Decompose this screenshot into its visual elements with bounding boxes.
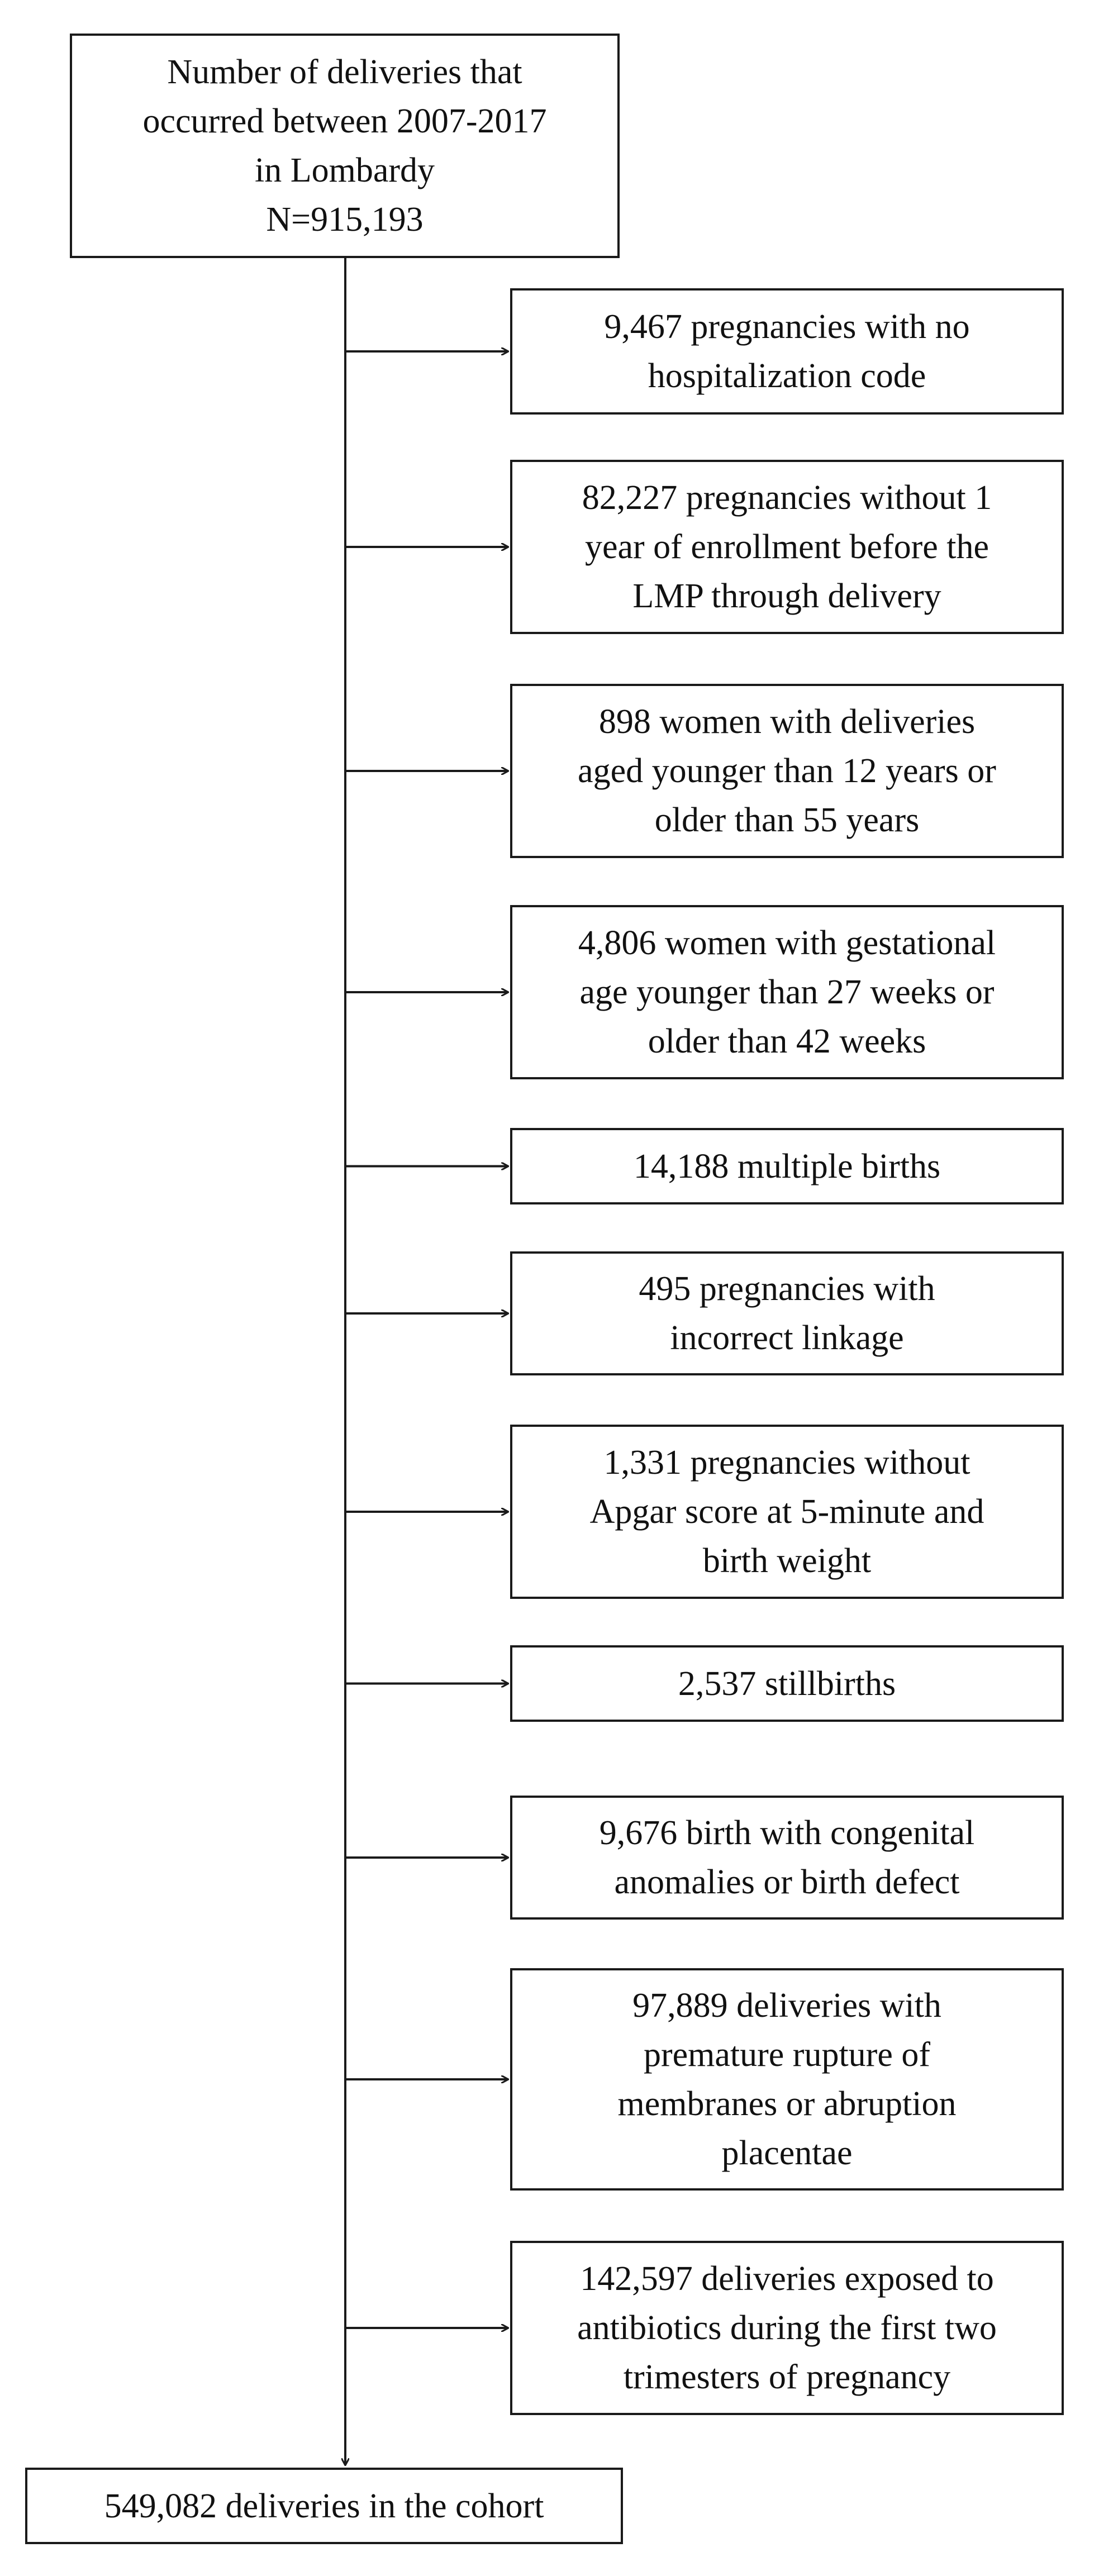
exclusion-line: hospitalization code — [648, 357, 926, 395]
exclusion-line: 2,537 stillbirths — [678, 1664, 896, 1703]
exclusion-line: Apgar score at 5-minute and — [589, 1493, 984, 1531]
exclusion-box-2 — [510, 460, 1064, 634]
exclusion-box-6 — [510, 1251, 1064, 1375]
exclusion-line: 898 women with deliveries — [598, 703, 976, 741]
exclusion-line: membranes or abruption — [617, 2085, 957, 2123]
exclusion-box-9 — [510, 1796, 1064, 1920]
exclusion-line: 142,597 deliveries exposed to — [580, 2260, 994, 2298]
exclusion-line: antibiotics during the first two — [577, 2309, 997, 2347]
exclusion-line: 97,889 deliveries with — [632, 1987, 941, 2025]
start-line: Number of deliveries that — [167, 53, 522, 91]
exclusion-box-7 — [510, 1425, 1064, 1599]
exclusion-box-1 — [510, 288, 1064, 415]
exclusion-line: 14,188 multiple births — [633, 1147, 941, 1185]
branch-arrows — [345, 351, 508, 2328]
start-line: in Lombardy — [255, 151, 435, 189]
exclusion-box-8 — [510, 1645, 1064, 1722]
exclusion-line: 82,227 pregnancies without 1 — [582, 479, 992, 517]
exclusion-line: older than 55 years — [654, 801, 920, 839]
cohort-count: 549,082 deliveries in the cohort — [104, 2487, 544, 2525]
exclusion-box-5 — [510, 1128, 1064, 1204]
exclusion-line: 9,467 pregnancies with no — [604, 308, 970, 346]
exclusion-line: 9,676 birth with congenital — [599, 1814, 975, 1852]
exclusion-line: premature rupture of — [644, 2036, 930, 2074]
exclusion-line: incorrect linkage — [670, 1319, 904, 1357]
exclusion-line: placentae — [721, 2134, 853, 2172]
start-line: occurred between 2007-2017 — [142, 102, 547, 140]
exclusion-line: age younger than 27 weeks or — [579, 973, 995, 1011]
exclusion-box-10 — [510, 1968, 1064, 2191]
exclusion-line: year of enrollment before the — [585, 528, 989, 566]
exclusion-box-3 — [510, 684, 1064, 858]
exclusion-line: aged younger than 12 years or — [578, 752, 996, 790]
cohort-box — [25, 2468, 623, 2544]
exclusion-box-4 — [510, 905, 1064, 1079]
exclusion-box-11 — [510, 2241, 1064, 2415]
exclusion-line: LMP through delivery — [632, 577, 941, 615]
exclusion-line: anomalies or birth defect — [614, 1863, 960, 1901]
start-box — [70, 34, 620, 258]
exclusion-line: 1,331 pregnancies without — [603, 1444, 970, 1482]
exclusion-line: 4,806 women with gestational — [578, 924, 996, 962]
exclusion-line: trimesters of pregnancy — [623, 2358, 951, 2396]
start-count: N=915,193 — [266, 201, 424, 239]
exclusion-line: 495 pregnancies with — [639, 1270, 935, 1308]
exclusion-line: birth weight — [702, 1542, 872, 1580]
exclusion-line: older than 42 weeks — [648, 1022, 926, 1060]
